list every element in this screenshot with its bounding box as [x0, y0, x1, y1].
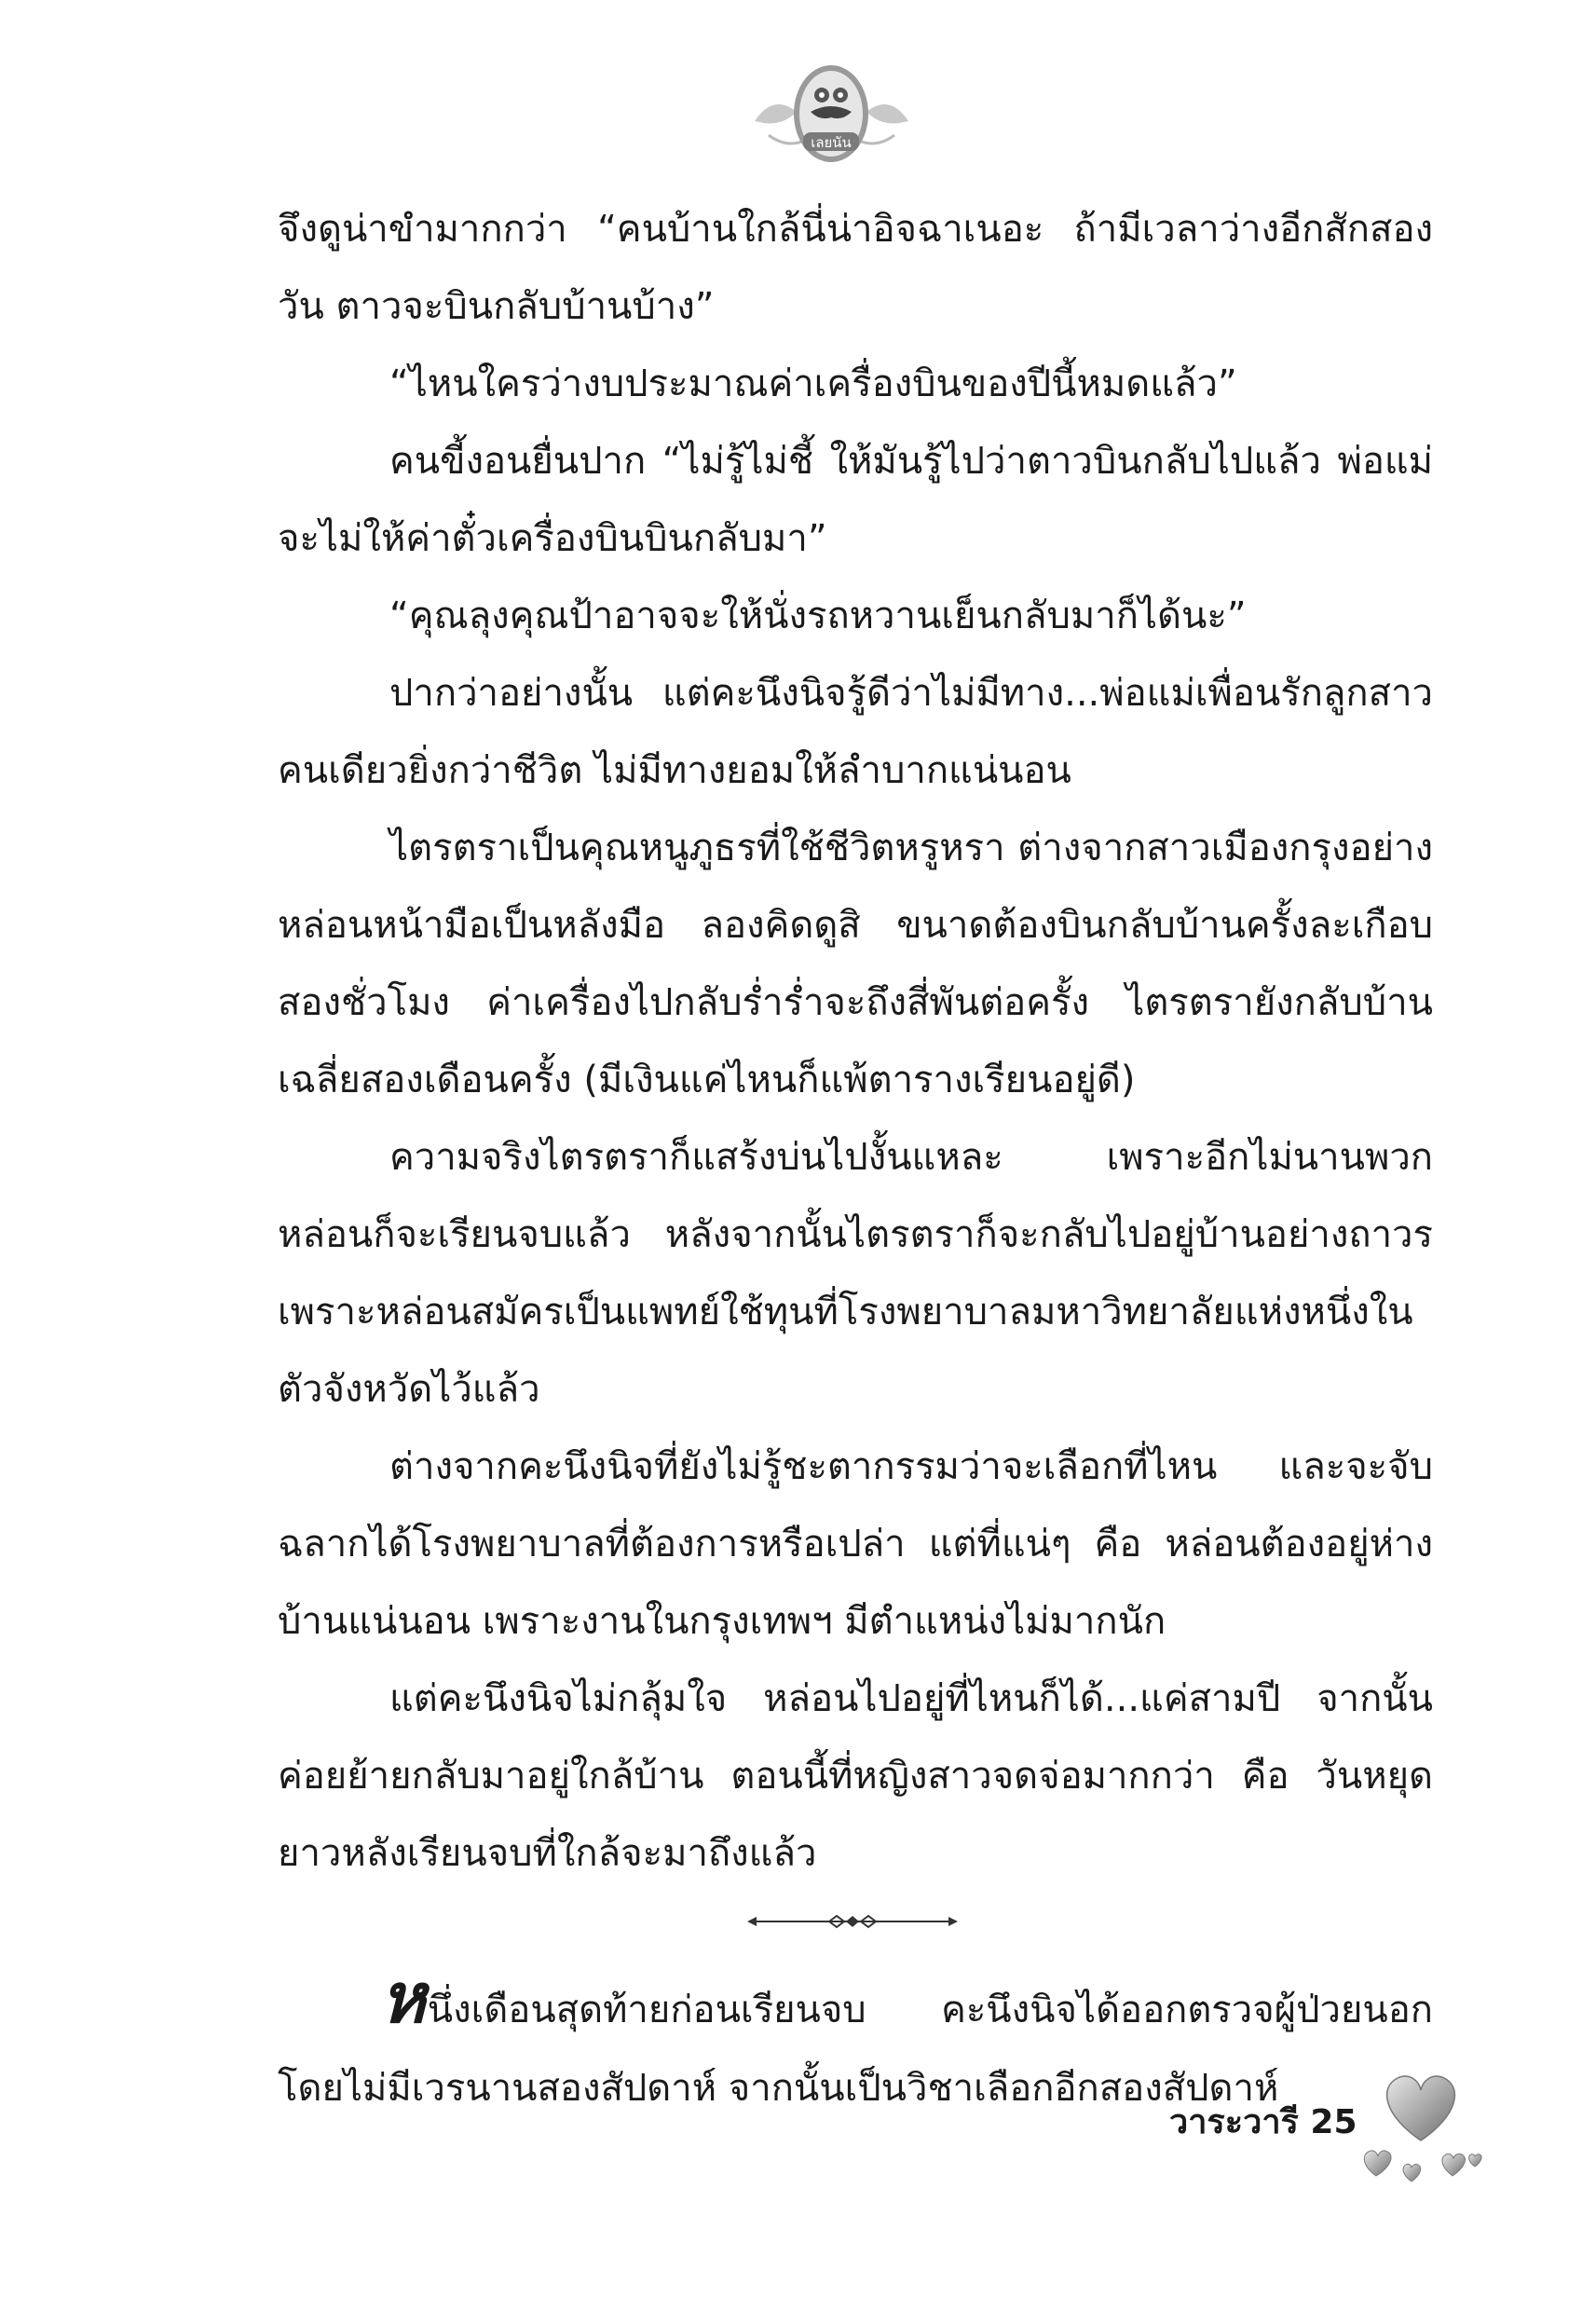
- paragraph: “คุณลุงคุณป้าอาจจะให้นั่งรถหวานเย็นกลับมาก็ได้นะ”: [389, 595, 1247, 637]
- page-footer: [1169, 2095, 1357, 2148]
- drop-cap: ห: [380, 1959, 428, 2039]
- paragraph: “ไหนใครว่างบประมาณค่าเครื่องบินของปีนี้หมดแล้ว”: [389, 362, 1237, 405]
- paragraph: คนขี้งอนยื่นปาก “ไม่รู้ไม่ชี้ ให้มันรู้ไปว่าตาวบินกลับไปแล้ว พ่อแม่จะไม่ให้ค่าตั๋วเครื่องบินบินกลับมา”: [278, 440, 1433, 560]
- page-number: 25: [1310, 2103, 1357, 2141]
- paragraph: ไตรตราเป็นคุณหนูภูธรที่ใช้ชีวิตหรูหรา ต่างจากสาวเมืองกรุงอย่างหล่อนหน้ามือเป็นหลังมือ ลองคิดดูสิ ขนาดต้องบินกลับบ้านครั้งละเกือบสองชั่วโมง ค่าเครื่องไปกลับร่ำร่ำจะถึงสี่พันต่อครั้ง ไตรตรายังกลับบ้านเฉลี่ยสองเดือนครั้ง (มีเงินแค่ไหนก็แพ้ตารางเรียนอยู่ดี): [278, 827, 1433, 1101]
- book-title: วาระวารี: [1169, 2103, 1299, 2141]
- body-text: [278, 191, 1433, 1893]
- ornamental-divider-icon: [745, 1910, 960, 1933]
- paragraph: ต่างจากคะนึงนิจที่ยังไม่รู้ชะตากรรมว่าจะเลือกที่ไหน และจะจับฉลากได้โรงพยาบาลที่ต้องการหรือเปล่า แต่ที่แน่ๆ คือ หล่อนต้องอยู่ห่างบ้านแน่นอน เพราะงานในกรุงเทพฯ มีตำแหน่งไม่มากนัก: [278, 1445, 1433, 1643]
- paragraph: ความจริงไตรตราก็แสร้งบ่นไปงั้นแหละ เพราะอีกไม่นานพวกหล่อนก็จะเรียนจบแล้ว หลังจากนั้นไตรตราก็จะกลับไปอยู่บ้านอย่างถาวร เพราะหล่อนสมัครเป็นแพทย์ใช้ทุนที่โรงพยาบาลมหาวิทยาลัยแห่งหนึ่งในตัวจังหวัดไว้แล้ว: [278, 1136, 1433, 1411]
- paragraph: แต่คะนึงนิจไม่กลุ้มใจ หล่อนไปอยู่ที่ไหนก็ได้...แค่สามปี จากนั้นค่อยย้ายกลับมาอยู่ใกล้บ้าน ตอนนี้ที่หญิงสาวจดจ่อมากกว่า คือ วันหยุดยาวหลังเรียนจบที่ใกล้จะมาถึงแล้ว: [278, 1677, 1433, 1875]
- paragraph: จึงดูน่าขำมากกว่า “คนบ้านใกล้นี่น่าอิจฉาเนอะ ถ้ามีเวลาว่างอีกสักสองวัน ตาวจะบินกลับบ้านบ้าง”: [278, 208, 1433, 328]
- chapter-text: นึ่งเดือนสุดท้ายก่อนเรียนจบ คะนึงนิจได้ออกตรวจผู้ป่วยนอกโดยไม่มีเวรนานสองสัปดาห์ จากนั้นเป็นวิชาเลือกอีกสองสัปดาห์: [278, 1989, 1433, 2110]
- two-birds-crest-emblem-icon: [745, 56, 918, 168]
- hearts-ornament-icon: [1356, 2064, 1486, 2185]
- paragraph: ปากว่าอย่างนั้น แต่คะนึงนิจรู้ดีว่าไม่มีทาง...พ่อแม่เพื่อนรักลูกสาวคนเดียวยิ่งกว่าชีวิต ไม่มีทางยอมให้ลำบากแน่นอน: [278, 672, 1433, 792]
- logo-text: เลยนัน: [811, 134, 852, 151]
